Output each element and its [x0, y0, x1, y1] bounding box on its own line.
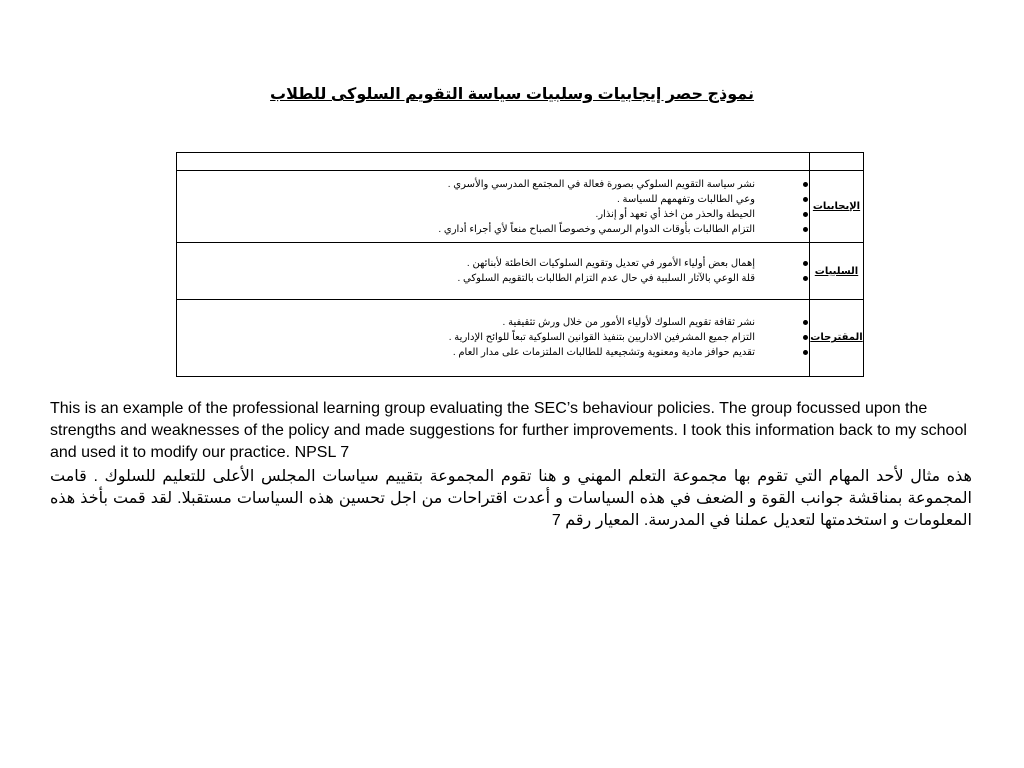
list-item: التزام الطالبات بأوقات الدوام الرسمي وخصوصاً الصباح منعاً لأي أجراء أداري .: [177, 222, 755, 237]
list-item: نشر ثقافة تقويم السلوك لأولياء الأمور من خلال ورش تثقيفية .: [177, 315, 755, 330]
table-row-suggestions: [177, 299, 864, 376]
bullet-list: [177, 315, 771, 360]
table-header-row: [177, 153, 864, 171]
list-item: التزام جميع المشرفين الاداريين بتنفيذ القوانين السلوكية تبعاً للوائح الإدارية .: [177, 330, 755, 345]
list-item: تقديم حوافز مادية ومعنوية وتشجيعية للطالبات الملتزمات على مدار العام .: [177, 345, 755, 360]
page-title: نموذج حصر إيجابيات وسلبيات سياسة التقويم السلوكى للطلاب: [270, 86, 754, 103]
table-row-positives: [177, 171, 864, 243]
bullet-list: [177, 177, 771, 237]
items-cell-positives: [177, 171, 810, 243]
items-cell-negatives: [177, 243, 810, 299]
description-english: This is an example of the professional learning group evaluating the SEC’s behaviour policies. The group focussed upon the strengths and weaknesses of the policy and made suggestions for further improvements. I took this information back to my school and used it to modify our practice. NPSL 7: [50, 400, 967, 461]
items-cell-suggestions: [177, 299, 810, 376]
list-item: إهمال بعض أولياء الأمور في تعديل وتقويم السلوكيات الخاطئة لأبنائهن .: [177, 256, 755, 271]
table-row-negatives: [177, 243, 864, 299]
header-cell-items: [177, 153, 810, 171]
category-cell-suggestions: المقترحات: [810, 299, 864, 376]
evaluation-table: [176, 152, 864, 377]
list-item: الحيطة والحذر من اخذ أي تعهد أو إنذار.: [177, 207, 755, 222]
bullet-list: [177, 256, 771, 286]
list-item: نشر سياسة التقويم السلوكي بصورة فعالة في المجتمع المدرسي والأسري .: [177, 177, 755, 192]
description-arabic: هذه مثال لأحد المهام التي تقوم بها مجموعة التعلم المهني و هنا تقوم المجموعة بتقييم سياسات المجلس الأعلى للتعليم للسلوك . قامت المجموعة بمناقشة جوانب القوة و الضعف في هذه السياسات و أعدت اقتراحات من اجل تحسين هذه السياسات مستقبلا. لقد قمت بأخذ هذه المعلومات و استخدمتها لتعديل عملنا في المدرسة. المعيار رقم 7: [50, 468, 972, 529]
header-cell-category: [810, 153, 864, 171]
list-item: وعي الطالبات وتفهمهم للسياسة .: [177, 192, 755, 207]
list-item: قلة الوعي بالآثار السلبية في حال عدم التزام الطالبات بالتقويم السلوكي .: [177, 271, 755, 286]
category-cell-negatives: السلبيات: [810, 243, 864, 299]
category-cell-positives: الإيجابيات: [810, 171, 864, 243]
